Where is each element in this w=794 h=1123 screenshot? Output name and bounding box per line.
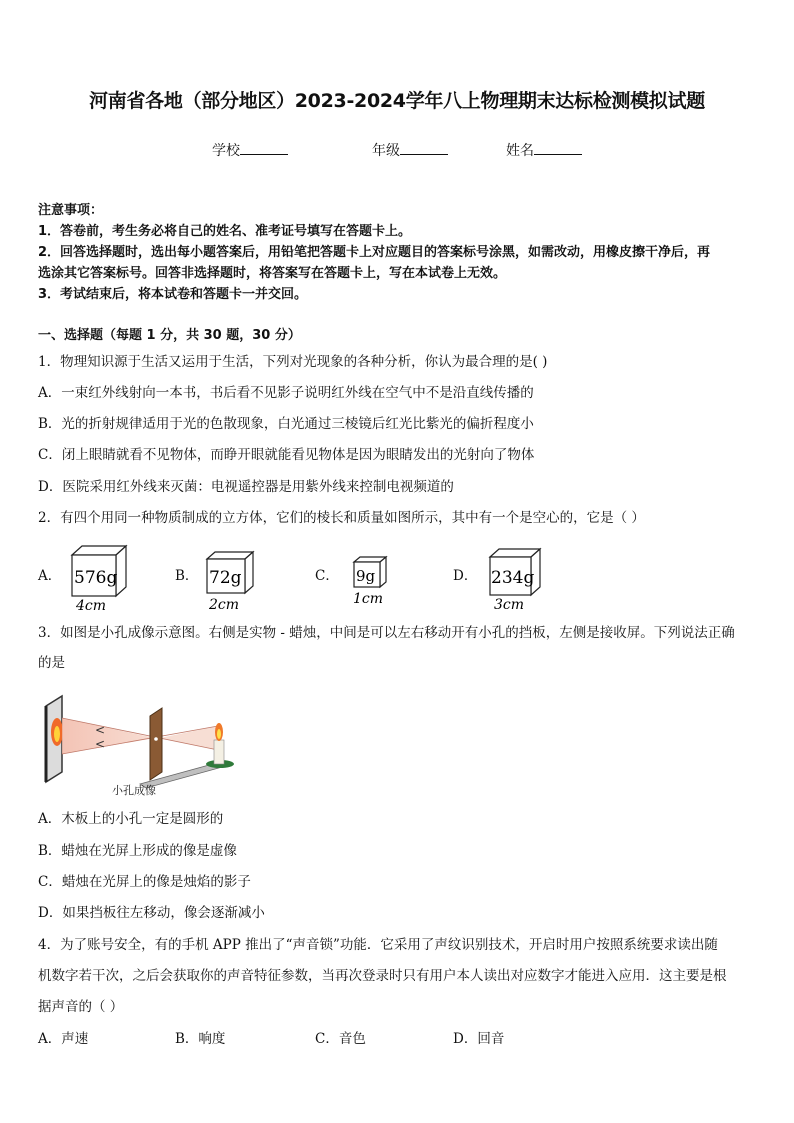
q2-option-c-letter: C． — [315, 568, 339, 584]
cube-c-mass: 9g — [356, 567, 376, 585]
q3-option-c: C．蜡烛在光屏上的像是烛焰的影子 — [38, 874, 251, 890]
q2-option-a-letter: A． — [38, 568, 62, 584]
q4-option-b: B．响度 — [175, 1031, 226, 1047]
cube-c-figure — [350, 555, 390, 607]
screen-image-core — [54, 726, 60, 742]
candle-body — [214, 740, 224, 764]
cube-b-length: 2cm — [209, 597, 240, 612]
pinhole-figure — [40, 688, 250, 798]
q3-option-d: D．如果挡板往左移动，像会逐渐减小 — [38, 905, 265, 921]
q1-option-b: B．光的折射规律适用于光的色散现象，白光通过三棱镜后红光比紫光的偏折程度小 — [38, 416, 534, 432]
q4-stem-line2: 机数字若干次，之后会获取你的声音特征参数，当再次登录时只有用户本人读出对应数字才能进入应用．这主要是根 — [38, 968, 727, 984]
school-blank — [240, 142, 288, 155]
cube-b-mass: 72g — [209, 568, 242, 588]
grade-field — [372, 140, 448, 160]
figure-caption: 小孔成像 — [112, 784, 156, 797]
cube-d-mass: 234g — [491, 568, 535, 588]
school-field — [212, 140, 288, 160]
cube-a-side — [116, 546, 126, 596]
notes-heading: 注意事项： — [38, 203, 104, 218]
note-item-1: 1．答卷前，考生务必将自己的姓名、准考证号填写在答题卡上。 — [38, 224, 412, 239]
q4-option-c: C．音色 — [315, 1031, 366, 1047]
note-item-2-cont: 选涂其它答案标号。回答非选择题时，将答案写在答题卡上，写在本试卷上无效。 — [38, 266, 507, 281]
pinhole-board — [150, 708, 162, 780]
beam-right — [160, 726, 218, 750]
cube-a-length: 4cm — [76, 598, 107, 613]
q4-option-d: D．回音 — [453, 1031, 505, 1047]
cube-a-mass: 576g — [74, 568, 118, 588]
cube-c-length: 1cm — [353, 591, 384, 607]
name-blank — [534, 142, 582, 155]
page-title: 河南省各地（部分地区）2023-2024学年八上物理期末达标检测模拟试题 — [89, 90, 705, 112]
q4-option-a: A．声速 — [38, 1031, 89, 1047]
beam-left — [62, 718, 155, 754]
q2-stem: 2．有四个用同一种物质制成的立方体，它们的棱长和质量如图所示，其中有一个是空心的，它是（ ） — [38, 510, 645, 526]
q4-stem-line3: 据声音的（ ） — [38, 999, 124, 1015]
q1-option-a: A．一束红外线射向一本书，书后看不见影子说明红外线在空气中不是沿直线传播的 — [38, 385, 534, 401]
candle-flame-core — [217, 729, 221, 739]
pinhole — [154, 737, 158, 741]
arrow-left-icon: < — [95, 723, 106, 737]
grade-label: 年级 — [372, 143, 400, 159]
cube-d-figure — [486, 546, 544, 612]
q3-option-b: B．蜡烛在光屏上形成的像是虚像 — [38, 843, 237, 859]
name-field — [506, 140, 582, 160]
q3-stem-line1: 3．如图是小孔成像示意图。右侧是实物 - 蜡烛，中间是可以左右移动开有小孔的挡板，左侧是接收屏。下列说法正确 — [38, 625, 735, 641]
q1-option-c: C．闭上眼睛就看不见物体，而睁开眼就能看见物体是因为眼睛发出的光射向了物体 — [38, 447, 535, 463]
q3-stem-line2: 的是 — [38, 655, 65, 671]
q2-option-d-letter: D． — [453, 568, 478, 584]
q2-option-b-letter: B． — [175, 568, 199, 584]
cube-a-figure — [68, 543, 130, 613]
q1-stem: 1．物理知识源于生活又运用于生活，下列对光现象的各种分析，你认为最合理的是( ) — [38, 354, 548, 370]
cube-c-side — [380, 557, 386, 587]
note-item-2: 2．回答选择题时，选出每小题答案后，用铅笔把答题卡上对应题目的答案标号涂黑，如需改动，用橡皮擦干净后，再 — [38, 245, 711, 260]
note-item-3: 3．考试结束后，将本试卷和答题卡一并交回。 — [38, 287, 308, 302]
cube-b-figure — [203, 550, 257, 612]
q4-stem-line1: 4．为了账号安全，有的手机 APP 推出了“声音锁”功能．它采用了声纹识别技术，开启时用户按照系统要求读出随 — [38, 937, 718, 953]
arrow-left-icon-2: < — [95, 737, 106, 751]
name-label: 姓名 — [506, 143, 534, 159]
q3-option-a: A．木板上的小孔一定是圆形的 — [38, 811, 224, 827]
cube-d-length: 3cm — [494, 597, 525, 612]
school-label: 学校 — [212, 143, 240, 159]
grade-blank — [400, 142, 448, 155]
section-heading: 一、选择题（每题 1 分，共 30 题，30 分） — [38, 328, 301, 343]
q1-option-d: D．医院采用红外线来灭菌：电视遥控器是用紫外线来控制电视频道的 — [38, 479, 454, 495]
cube-b-side — [245, 552, 253, 593]
